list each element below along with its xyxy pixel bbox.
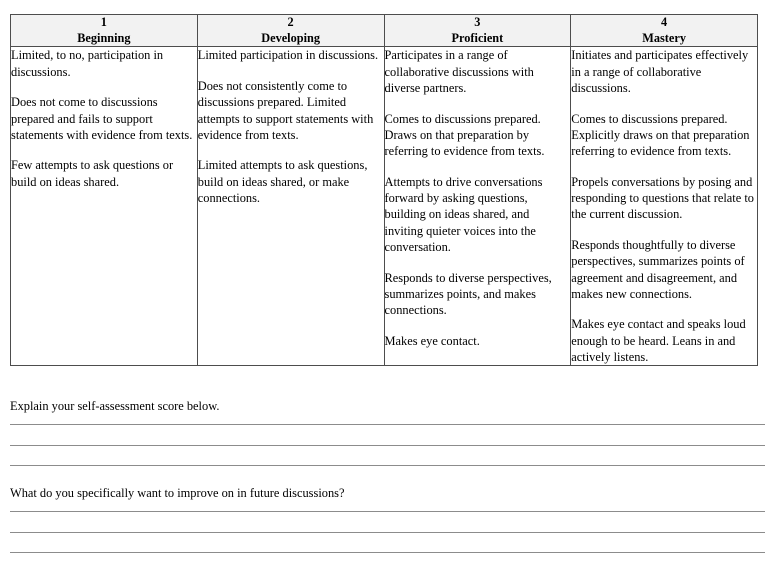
- level-label: Beginning: [77, 30, 131, 45]
- rubric-header-row: [11, 15, 758, 47]
- criterion-text: Participates in a range of collaborative discussions with diverse partners.: [384, 48, 534, 96]
- response-prompt-2: What do you specifically want to improve on in future discussions?: [10, 486, 345, 500]
- answer-line-1-1[interactable]: [10, 424, 765, 425]
- criterion-text: Makes eye contact and speaks loud enough to be heard. Leans in and actively listens.: [571, 317, 746, 365]
- criterion-text: Does not consistently come to discussions prepared. Limited attempts to support statements with evidence from texts.: [197, 78, 374, 142]
- criterion-text: Limited attempts to ask questions, build on ideas shared, or make connections.: [197, 158, 368, 206]
- rubric-table-container: [10, 14, 758, 366]
- rubric-cell-level-2: [197, 47, 384, 366]
- criterion-text: Does not come to discussions prepared and fails to support statements with evidence from texts.: [11, 95, 193, 142]
- answer-line-1-2[interactable]: [10, 445, 765, 446]
- answer-line-2-2[interactable]: [10, 532, 765, 533]
- criterion-text: Limited participation in discussions.: [197, 48, 379, 63]
- level-number: 2: [287, 15, 294, 29]
- criterion-text: Makes eye contact.: [384, 333, 480, 348]
- level-label: Developing: [261, 30, 320, 45]
- criterion-text: Comes to discussions prepared. Explicitly draws on that preparation referring to evidence from texts.: [571, 111, 750, 159]
- rubric-cell-level-1: [11, 47, 198, 366]
- answer-line-1-3[interactable]: [10, 465, 765, 466]
- rubric-table: [10, 14, 758, 366]
- rubric-header-level-3: [384, 15, 571, 47]
- criterion-text: Responds to diverse perspectives, summarizes points, and makes connections.: [384, 270, 552, 318]
- criterion-text: Propels conversations by posing and responding to questions that relate to the current discussion.: [571, 174, 754, 222]
- rubric-header-level-1: [11, 15, 198, 47]
- level-label: Mastery: [642, 30, 686, 45]
- rubric-header-level-2: [197, 15, 384, 47]
- criterion-text: Initiates and participates effectively in a range of collaborative discussions.: [571, 48, 749, 96]
- criterion-text: Few attempts to ask questions or build on ideas shared.: [11, 158, 174, 189]
- answer-line-2-3[interactable]: [10, 552, 765, 553]
- criterion-text: Comes to discussions prepared. Draws on that preparation by referring to evidence from texts.: [384, 111, 545, 159]
- response-prompt-1: Explain your self-assessment score below.: [10, 399, 220, 413]
- level-number: 4: [661, 15, 668, 29]
- level-number: 1: [100, 15, 107, 29]
- criterion-text: Attempts to drive conversations forward by asking questions, building on ideas shared, and inviting quieter voices into the conversation.: [384, 174, 543, 255]
- answer-line-2-1[interactable]: [10, 511, 765, 512]
- rubric-body-row: [11, 47, 758, 366]
- rubric-cell-level-4: [571, 47, 758, 366]
- level-number: 3: [474, 15, 481, 29]
- rubric-cell-level-3: [384, 47, 571, 366]
- level-label: Proficient: [451, 30, 504, 45]
- criterion-text: Limited, to no, participation in discussions.: [11, 48, 164, 79]
- rubric-header-level-4: [571, 15, 758, 47]
- criterion-text: Responds thoughtfully to diverse perspectives, summarizes points of agreement and disagreement, and makes new connections.: [571, 237, 745, 301]
